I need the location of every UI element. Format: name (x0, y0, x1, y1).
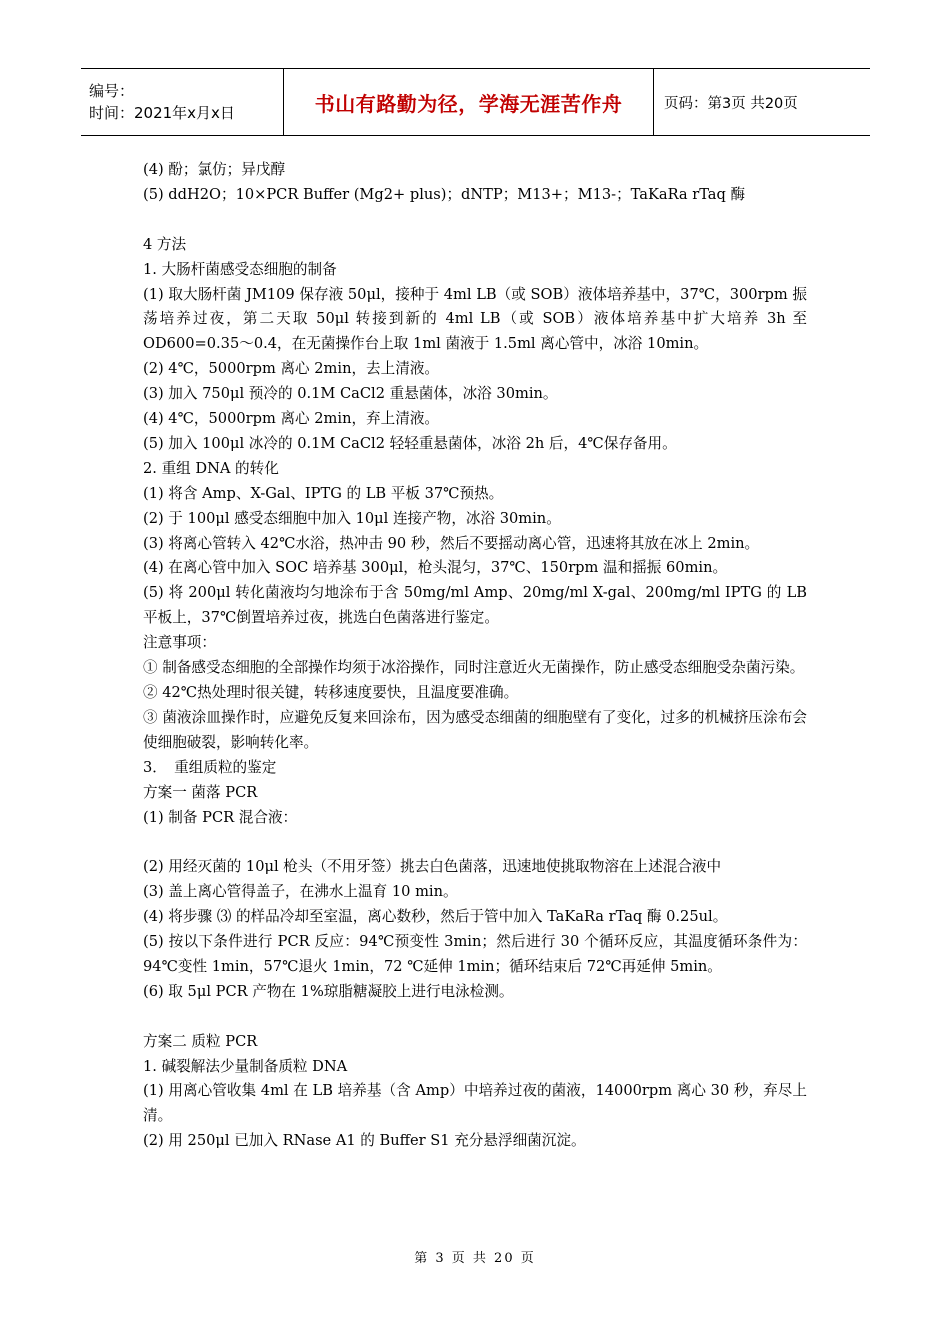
body-paragraph: 方案二 质粒 PCR (143, 1032, 258, 1050)
blank-line (143, 1005, 807, 1030)
header-motto-cell (283, 69, 654, 135)
page-footer: 第 3 页 共 20 页 (414, 1251, 536, 1266)
page-header (81, 68, 870, 136)
blank-line (143, 208, 807, 233)
body-paragraph: (4) 酚；氯仿；异戊醇 (143, 161, 286, 178)
body-paragraph: 方案一 菌落 PCR (143, 783, 258, 801)
body-paragraph: (4) 将步骤 ⑶ 的样品冷却至室温，离心数秒，然后于管中加入 TaKaRa rTaq 酶 0.25ul。 (143, 908, 728, 926)
body-paragraph: (1) 用离心管收集 4ml 在 LB 培养基（含 Amp）中培养过夜的菌液，14000rpm 离心 30 秒，弃尽上清。 (143, 1082, 807, 1125)
body-paragraph: (6) 取 5μl PCR 产物在 1%琼脂糖凝胶上进行电泳检测。 (143, 982, 514, 1000)
document-number-label: 编号： (89, 82, 135, 100)
body-paragraph: (3) 盖上离心管得盖子，在沸水上温育 10 min。 (143, 883, 458, 901)
body-paragraph: ② 42℃热处理时很关键，转移速度要快，且温度要准确。 (143, 684, 519, 702)
body-paragraph: (4) 4℃，5000rpm 离心 2min，弃上清液。 (143, 410, 440, 428)
body-paragraph: (1) 取大肠杆菌 JM109 保存液 50μl，接种于 4ml LB（或 SOB）液体培养基中，37℃，300rpm 振荡培养过夜，第二天取 50μl 转接到新的 4ml LB（或 SOB）液体培养基中扩大培养 3h 至 OD600=0.35～0.4，在无菌操作台上取 1ml 菌液于 1.5ml 离心管中，冰浴 10min。 (143, 285, 807, 353)
body-paragraph: (5) ddH2O；10×PCR Buffer (Mg2+ plus)；dNTP；M13+；M13-；TaKaRa rTaq 酶 (143, 185, 746, 203)
body-paragraph: ① 制备感受态细胞的全部操作均须于冰浴操作，同时注意近火无菌操作，防止感受态细胞受杂菌污染。 (143, 659, 805, 677)
header-motto: 书山有路勤为径，学海无涯苦作舟 (314, 91, 623, 116)
document-date: 时间：2021年x月x日 (89, 104, 235, 122)
body-paragraph: (3) 将离心管转入 42℃水浴，热冲击 90 秒，然后不要摇动离心管，迅速将其放在冰上 2min。 (143, 534, 760, 552)
body-paragraph: 1. 大肠杆菌感受态细胞的制备 (143, 260, 337, 278)
body-paragraph: 1. 碱裂解法少量制备质粒 DNA (143, 1057, 348, 1075)
body-paragraph: (1) 制备 PCR 混合液： (143, 808, 298, 826)
body-paragraph: (5) 将 200μl 转化菌液均匀地涂布于含 50mg/ml Amp、20mg/ml X-gal、200mg/ml IPTG 的 LB 平板上，37℃倒置培养过夜，挑选白色菌落进行鉴定。 (143, 584, 807, 627)
blank-line (143, 830, 807, 855)
header-page-info-cell (654, 69, 870, 135)
body-paragraph: (2) 于 100μl 感受态细胞中加入 10μl 连接产物，冰浴 30min。 (143, 509, 561, 527)
document-body (143, 158, 807, 1154)
body-paragraph: (4) 在离心管中加入 SOC 培养基 300μl，枪头混匀，37℃、150rpm 温和摇振 60min。 (143, 559, 728, 577)
header-left-cell (81, 69, 283, 135)
body-paragraph: (2) 4℃，5000rpm 离心 2min，去上清液。 (143, 360, 440, 378)
body-paragraph: 3． 重组质粒的鉴定 (143, 758, 277, 776)
body-paragraph: (3) 加入 750μl 预冷的 0.1M CaCl2 重悬菌体，冰浴 30min。 (143, 385, 558, 403)
body-paragraph: (2) 用 250μl 已加入 RNase A1 的 Buffer S1 充分悬浮细菌沉淀。 (143, 1132, 586, 1150)
body-paragraph: 2. 重组 DNA 的转化 (143, 459, 279, 477)
body-paragraph: (1) 将含 Amp、X-Gal、IPTG 的 LB 平板 37℃预热。 (143, 484, 504, 502)
body-paragraph: ③ 菌液涂皿操作时，应避免反复来回涂布，因为感受态细菌的细胞壁有了变化，过多的机械挤压涂布会使细胞破裂，影响转化率。 (143, 708, 807, 751)
body-paragraph: (5) 按以下条件进行 PCR 反应：94℃预变性 3min；然后进行 30 个循环反应，其温度循环条件为：94℃变性 1min，57℃退火 1min，72 ℃延伸 1min；循环结束后 72℃再延伸 5min。 (143, 933, 807, 975)
body-paragraph: 4 方法 (143, 235, 187, 253)
header-page-info: 页码：第3页 共20页 (664, 95, 798, 112)
body-paragraph: 注意事项： (143, 634, 216, 652)
body-paragraph: (5) 加入 100μl 冰冷的 0.1M CaCl2 轻轻重悬菌体，冰浴 2h 后，4℃保存备用。 (143, 434, 677, 452)
body-paragraph: (2) 用经灭菌的 10μl 枪头（不用牙签）挑去白色菌落，迅速地使挑取物溶在上述混合液中 (143, 858, 722, 876)
